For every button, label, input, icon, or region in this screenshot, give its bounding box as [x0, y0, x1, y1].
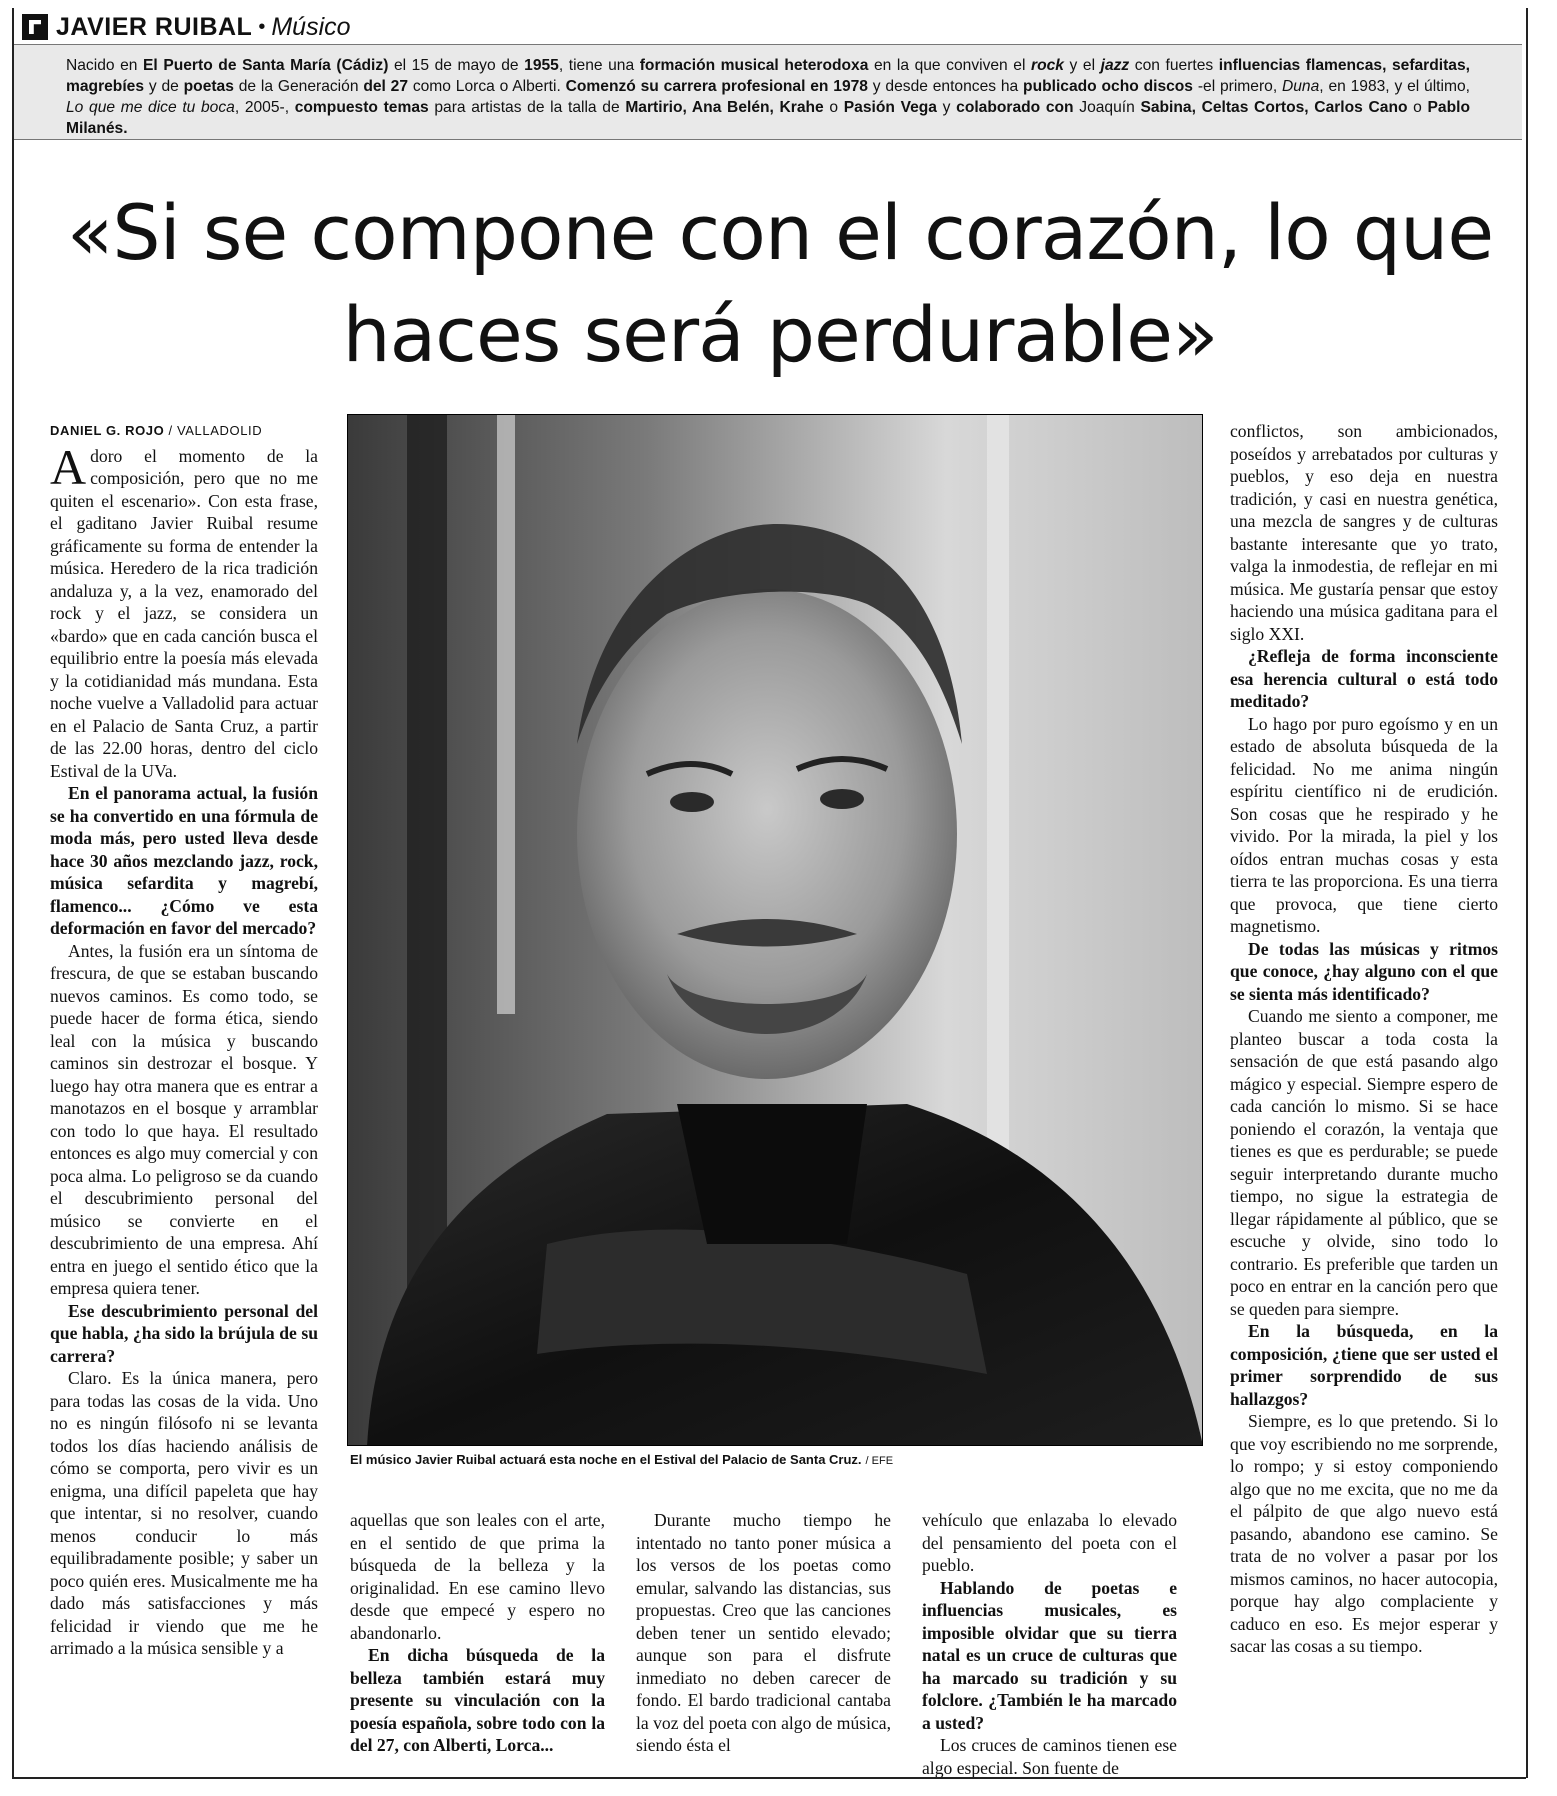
- bio-run: con fuertes: [1129, 57, 1219, 74]
- lead-text: doro el momento de la composición, pero que no me quiten el escenario». Con esta frase, el gaditano Javier Ruibal resume gráficamente su forma de entender la música. Heredero de la rica tradición andaluza y, a la vez, enamorado del rock y el jazz, se considera un «bardo» que en cada canción busca el equilibrio entre la poesía más elevada y la cotidianidad más mundana. Esta noche vuelve a Valladolid para actuar en el Palacio de Santa Cruz, a partir de las 22.00 horas, dentro del ciclo Estival de la UVa.: [50, 445, 318, 781]
- bio-run: , 2005-,: [234, 99, 295, 116]
- interview-question: En dicha búsqueda de la belleza también estará muy presente su vinculación con la poesía española, sobre todo con la del 27, con Alberti, Lorca...: [350, 1645, 605, 1755]
- bio-run: [1101, 57, 1130, 74]
- interview-question: En el panorama actual, la fusión se ha convertido en una fórmula de moda más, pero usted lleva desde hace 30 años mezclando jazz, rock, música sefardita y magrebí, flamenco... ¿Cómo ve esta deformación en favor del mercado?: [50, 783, 318, 938]
- bio-text: [66, 55, 1470, 139]
- bio-run: Pablo Milanés.: [66, 99, 1470, 137]
- interview-answer: Los cruces de caminos tienen ese algo especial. Son fuente de: [922, 1735, 1177, 1778]
- lead-paragraph: [50, 438, 318, 783]
- bio-run: 1955: [524, 57, 559, 74]
- article-column-3: [636, 1509, 891, 1757]
- bio-run: o: [1407, 99, 1428, 116]
- bio-run: Lo que me dice tu boca: [66, 99, 235, 116]
- bio-run: rock: [1031, 57, 1064, 74]
- article-column-4: [922, 1509, 1177, 1779]
- photo-caption: [350, 1452, 1210, 1467]
- interview-question: De todas las músicas y ritmos que conoce, ¿hay alguno con el que se sienta más identificado?: [1230, 938, 1498, 1004]
- article-column-2: [350, 1509, 605, 1757]
- header-role: Músico: [271, 12, 351, 41]
- article-column-1: [50, 420, 318, 1660]
- bio-run: Comenzó su carrera profesional en 1978: [565, 78, 868, 95]
- byline-author: DANIEL G. ROJO: [50, 423, 165, 438]
- bio-run: formación musical heterodoxa: [639, 57, 869, 74]
- bio-run: Duna: [1282, 78, 1320, 95]
- bio-run: El Puerto de Santa María (Cádiz): [143, 57, 389, 74]
- bio-run: [1031, 57, 1064, 74]
- bio-run: y: [936, 99, 957, 116]
- drop-cap: A: [50, 438, 87, 495]
- interview-answer: conflictos, son ambicionados, poseídos y arrebatados por culturas y pueblos, y eso deja en nuestra tradición, y casi en nuestra genética, una mezcla de sangres y de culturas bastante interesante que yo trato, valga la inmodestia, de reflejar en mi música. Me gustaría pensar que estoy haciendo una música gaditana para el siglo XXI.: [1230, 421, 1498, 644]
- article-photo: [347, 414, 1203, 1446]
- bio-run: para artistas de la talla de: [428, 99, 626, 116]
- headline: «Si se compone con el corazón, lo que haces será perdurable»: [66, 188, 1494, 379]
- interview-question: Ese descubrimiento personal del que habla, ¿ha sido la brújula de su carrera?: [50, 1300, 318, 1366]
- bio-box: [14, 44, 1522, 140]
- header-bullet: •: [258, 15, 266, 38]
- bio-run: y desde entonces ha: [867, 78, 1024, 95]
- interview-question: Hablando de poetas e influencias musicales, es imposible olvidar que su tierra natal es un cruce de culturas que ha marcado su tradición y su folclore. ¿También le ha marcado a usted?: [922, 1577, 1177, 1733]
- bio-run: del 27: [363, 78, 409, 95]
- byline-separator: /: [164, 423, 177, 438]
- interview-answer: Siempre, es lo que pretendo. Si lo que voy escribiendo no me sorprende, lo rompo; y si estoy componiendo algo que no me excita, que no me da el pálpito de que algo nuevo está pasando, abandono ese camino. Se trata de no volver a pasar por los mismos caminos, no hacer autocopia, porque hay algo complaciente y caduco en eso. Es mejor esperar y sacar las cosas a su tiempo.: [1230, 1411, 1498, 1656]
- photo-credit: / EFE: [865, 1455, 894, 1467]
- bio-run: Pasión Vega: [843, 99, 937, 116]
- interview-question: En la búsqueda, en la composición, ¿tiene que ser usted el primer sorprendido de sus hallazgos?: [1230, 1321, 1498, 1409]
- bio-run: -el primero,: [1193, 78, 1282, 95]
- bio-run: , en 1983, y el último,: [1319, 78, 1470, 95]
- bio-run: compuesto temas: [294, 99, 429, 116]
- bio-run: y de: [144, 78, 184, 95]
- interview-answer: Claro. Es la única manera, pero para todas las cosas de la vida. Uno no es ningún filósofo ni se levanta todos los días haciendo análisis de cómo se comporta, pero vivir es un enigma, una difícil papeleta que hay que intentar, si no resolver, cuando menos conducir lo más equilibradamente posible; y saber un poco quién eres. Musicalmente me ha dado más satisfacciones y más felicidad ir viendo que me he arrimado a la música sensible y a: [50, 1368, 318, 1658]
- bio-run: influencias flamencas, sefarditas, magrebíes: [66, 57, 1470, 95]
- bio-run: y el: [1063, 57, 1101, 74]
- caption-text: El músico Javier Ruibal actuará esta noche en el Estival del Palacio de Santa Cruz.: [350, 1452, 862, 1467]
- bio-run: Martirio, Ana Belén, Krahe: [625, 99, 824, 116]
- bio-run: , tiene una: [558, 57, 640, 74]
- byline-place: VALLADOLID: [176, 423, 263, 438]
- bio-run: en la que conviven el: [868, 57, 1032, 74]
- bio-run: como Lorca o Alberti.: [408, 78, 566, 95]
- bio-run: Nacido en: [66, 57, 144, 74]
- byline: [50, 420, 318, 443]
- article-column-5: [1230, 420, 1498, 1658]
- interview-answer: Cuando me siento a componer, me planteo buscar a toda costa la sensación de que está pasando algo mágico y especial. Siempre espero de cada canción lo mismo. Si se hace poniendo el corazón, la ventaja que tienes es que es perdurable; se puede seguir interpretando durante mucho tiempo, no sigue la estrategia de llegar rápidamente al público, que se escuche y olvide, sino todo lo contrario. Es preferible que tarden un poco en entrar en la canción pero que se queden para siempre.: [1230, 1006, 1498, 1319]
- interview-answer: Lo hago por puro egoísmo y en un estado de absoluta búsqueda de la felicidad. No me anima ningún espíritu científico ni de erudición. Son cosas que he respirado y he vivido. Por la mirada, la piel y los oídos entran muchas cosas y esta tierra te las proporciona. Es una tierra que provoca, que tiene cierto magnetismo.: [1230, 713, 1498, 936]
- header-name: JAVIER RUIBAL: [56, 12, 253, 41]
- bio-run: el 15 de mayo de: [388, 57, 525, 74]
- bio-run: o: [823, 99, 844, 116]
- bio-run: jazz: [1100, 57, 1130, 74]
- interview-answer: aquellas que son leales con el arte, en el sentido de que prima la búsqueda de la belleza y la originalidad. En ese camino llevo desde que empecé y espero no abandonarlo.: [350, 1510, 605, 1643]
- interview-answer: Durante mucho tiempo he intentado no tanto poner música a los versos de los poetas como emular, salvando las distancias, sus propuestas. Creo que las canciones deben tener un sentido elevado; aunque son para el disfrute inmediato no deben carecer de fondo. El bardo tradicional cantaba la voz del poeta con algo de música, siendo ésta el: [636, 1510, 892, 1755]
- bio-run: de la Generación: [233, 78, 364, 95]
- newspaper-logo-icon: [22, 14, 48, 40]
- section-header: [22, 10, 351, 44]
- bio-run: Joaquín: [1073, 99, 1141, 116]
- bottom-rule: [12, 1777, 1526, 1779]
- bio-run: publicado ocho discos: [1023, 78, 1193, 95]
- interview-answer: vehículo que enlazaba lo elevado del pensamiento del poeta con el pueblo.: [922, 1510, 1177, 1575]
- interview-question: ¿Refleja de forma inconsciente esa herencia cultural o está todo meditado?: [1230, 646, 1498, 711]
- bio-run: poetas: [183, 78, 234, 95]
- interview-answer: Antes, la fusión era un síntoma de frescura, de que se estaban buscando nuevos caminos. Es como todo, se puede hacer de forma ética, siendo leal con la música y buscando caminos sin destrozar el bosque. Y luego hay otra manera que es entrar a manotazos en el bosque y arramblar con todo lo que haya. El resultado entonces es algo muy comercial y con poca alma. Lo peligroso se da cuando el descubrimiento personal del músico se convierte en el descubrimiento de una empresa. Ahí entra en juego el sentido ético que la empresa quiera tener.: [50, 940, 318, 1298]
- bio-run: colaborado con: [956, 99, 1074, 116]
- portrait-image: [347, 414, 1203, 1446]
- bio-run: Sabina, Celtas Cortos, Carlos Cano: [1140, 99, 1408, 116]
